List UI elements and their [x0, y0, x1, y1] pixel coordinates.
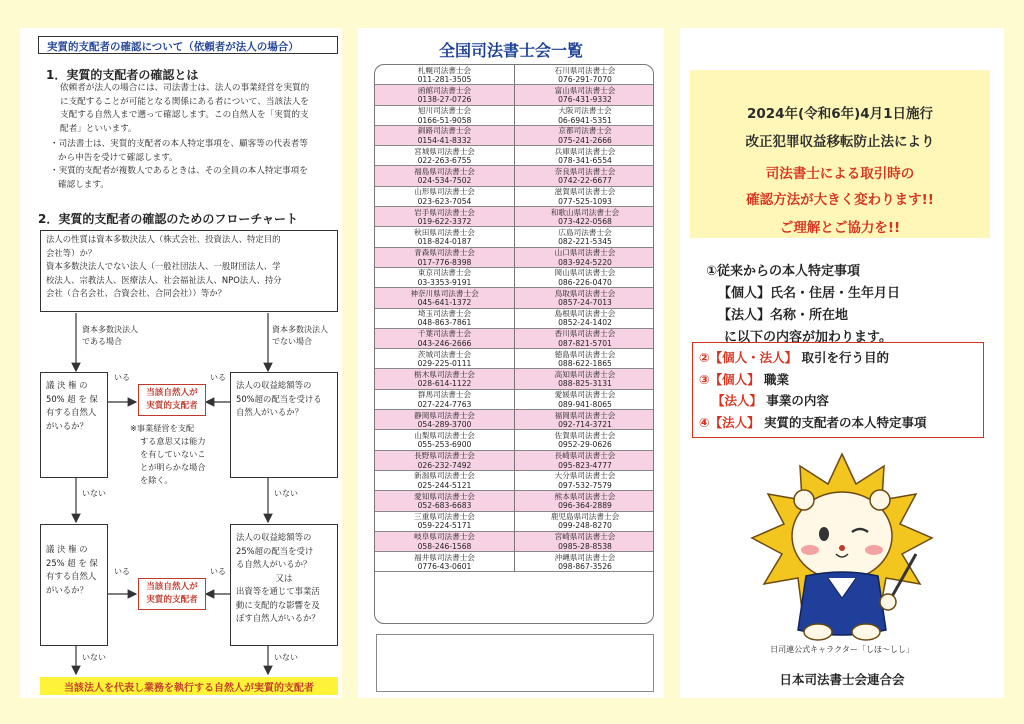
result-beneficial-owner-2: 当該自然人が 実質的支配者	[138, 578, 206, 610]
association-phone: 06-6941-5351	[558, 115, 612, 125]
association-phone: 088-825-3131	[558, 379, 612, 389]
label-no-4: いない	[274, 653, 298, 662]
association-name: 富山県司法書士会	[554, 85, 616, 95]
mascot-lion-illustration	[744, 450, 940, 646]
label-yes-2: いる	[210, 373, 226, 382]
association-phone: 019-622-3372	[417, 216, 472, 226]
association-name: 長崎県司法書士会	[554, 451, 616, 461]
question-corporation-type: 法人の性質は資本多数決法人（株式会社、投資法人、特定目的 会社等）か？ 資本多数決法人でない法人（一般社団法人、一般財団法人、学 校法人、宗教法人、医療法人、社会福祉法人、NPO法人、持分 会社（合名会社、合資会社、合同会社））等か？	[40, 230, 338, 312]
association-phone: 052-683-6683	[417, 501, 472, 511]
association-phone: 075-241-2666	[558, 135, 612, 145]
beneficial-owner-panel	[20, 28, 342, 698]
headline-3: ご理解とご協力を!!	[779, 220, 901, 236]
association-name: 愛知県司法書士会	[414, 491, 475, 501]
association-phone: 0742-22-6677	[558, 176, 612, 186]
bullet-1: ・司法書士は、実質的支配者の本人特定事項を、顧客等の代表者等 から申告を受けて確認します。	[50, 139, 308, 163]
association-cell	[515, 207, 654, 227]
association-cell	[515, 471, 654, 491]
association-phone: 058-246-1568	[417, 541, 472, 551]
association-cell	[375, 410, 514, 430]
association-name: 埼玉司法書士会	[417, 309, 472, 319]
association-cell	[515, 451, 654, 471]
association-phone: 089-941-8065	[558, 399, 612, 409]
association-cell	[375, 146, 514, 166]
association-name: 茨城司法書士会	[417, 349, 472, 359]
association-cell	[515, 85, 654, 105]
association-name: 栃木県司法書士会	[414, 369, 475, 379]
association-cell	[515, 390, 654, 410]
association-phone: 092-714-3721	[558, 419, 612, 429]
association-phone: 0985-28-8538	[558, 541, 612, 551]
label-no-3: いない	[82, 653, 106, 662]
association-name: 秋田県司法書士会	[414, 227, 475, 237]
association-cell	[375, 349, 514, 369]
association-phone: 018-824-0187	[417, 237, 472, 247]
association-name: 大阪司法書士会	[558, 106, 612, 116]
label-no-2: いない	[274, 489, 298, 498]
association-phone: 048-863-7861	[417, 318, 472, 328]
association-phone: 0154-41-8332	[417, 135, 472, 145]
association-cell	[515, 552, 654, 572]
association-name: 徳島県司法書士会	[554, 349, 616, 359]
association-cell	[375, 309, 514, 329]
association-phone: 097-532-7579	[558, 480, 612, 490]
association-name: 愛媛県司法書士会	[554, 390, 616, 400]
association-cell	[375, 552, 514, 572]
association-cell	[515, 268, 654, 288]
association-phone: 03-3353-9191	[417, 277, 472, 287]
association-cell	[375, 187, 514, 207]
association-phone: 0952-29-0626	[558, 440, 612, 450]
association-name: 山口県司法書士会	[554, 248, 616, 258]
effective-date: 2024年(令和6年)4月1日施行	[746, 106, 934, 122]
association-cell	[515, 227, 654, 247]
association-phone: 078-341-6554	[558, 156, 612, 166]
association-cell	[515, 512, 654, 532]
association-phone: 083-924-5220	[558, 257, 612, 267]
association-name: 鹿児島県司法書士会	[550, 512, 620, 522]
association-name: 岐阜県司法書士会	[414, 532, 475, 542]
association-cell	[375, 471, 514, 491]
association-cell	[375, 85, 514, 105]
association-cell	[515, 532, 654, 552]
association-cell	[375, 451, 514, 471]
announcement-panel	[680, 28, 1004, 698]
association-cell	[375, 532, 514, 552]
association-cell	[375, 166, 514, 186]
association-cell	[375, 248, 514, 268]
info-line-3: 【法人】名称・所在地	[718, 308, 849, 323]
association-phone: 017-776-8398	[417, 257, 472, 267]
association-cell	[375, 288, 514, 308]
association-phone: 028-614-1122	[417, 379, 472, 389]
association-name: 大分県司法書士会	[554, 471, 616, 481]
association-name: 佐賀県司法書士会	[554, 430, 616, 440]
association-phone: 054-289-3700	[417, 419, 472, 429]
association-cell	[375, 106, 514, 126]
association-name: 福井県司法書士会	[414, 552, 475, 562]
association-phone: 087-821-5701	[558, 338, 612, 348]
association-name: 兵庫県司法書士会	[554, 146, 616, 156]
table-column-left	[375, 65, 515, 572]
association-name: 福島県司法書士会	[414, 166, 475, 176]
association-phone: 0138-27-0726	[417, 95, 472, 105]
association-name: 山梨県司法書士会	[414, 430, 475, 440]
association-phone: 026-232-7492	[417, 460, 472, 470]
headline-2: 確認方法が大きく変わります!!	[746, 192, 934, 208]
association-name: 宮崎県司法書士会	[554, 532, 616, 542]
association-name: 鳥取県司法書士会	[554, 288, 616, 298]
section-header: 実質的支配者の確認について（依頼者が法人の場合）	[38, 36, 338, 54]
association-phone: 059-224-5171	[417, 521, 472, 531]
section-2-title: 2．実質的支配者の確認のためのフローチャート	[38, 212, 298, 226]
list-title: 全国司法書士会一覧	[438, 41, 583, 60]
association-phone: 055-253-6900	[417, 440, 472, 450]
association-phone: 011-281-3505	[417, 74, 472, 84]
association-cell	[515, 288, 654, 308]
association-cell	[515, 166, 654, 186]
info-line-2: 【個人】氏名・住居・生年月日	[718, 286, 901, 301]
association-name: 静岡県司法書士会	[414, 410, 475, 420]
association-cell	[375, 512, 514, 532]
section-1-title: 1．実質的支配者の確認とは	[46, 68, 199, 82]
memo-box	[376, 634, 654, 692]
association-phone: 0776-43-0601	[417, 562, 472, 572]
mascot-caption: 日司連公式キャラクター「しほ～しし」	[770, 645, 914, 654]
association-name: 函館司法書士会	[417, 85, 472, 95]
added-item: ③【個人】 職業	[699, 371, 789, 387]
announcement-box	[690, 70, 990, 238]
association-cell	[375, 227, 514, 247]
association-phone: 099-248-8270	[558, 521, 612, 531]
question-profit-50: 法人の収益総額等の 50%超の配当を受ける 自然人がいるか？	[230, 372, 338, 478]
table-column-right	[515, 65, 654, 572]
association-name: 宮城県司法書士会	[414, 146, 475, 156]
association-phone: 096-364-2889	[558, 501, 612, 511]
association-phone: 082-221-5345	[558, 237, 612, 247]
final-result-bar: 当該法人を代表し業務を執行する自然人が実質的支配者	[40, 677, 338, 695]
association-cell	[375, 268, 514, 288]
added-item: ②【個人・法人】 取引を行う目的	[699, 350, 889, 365]
association-name: 新潟県司法書士会	[414, 471, 475, 481]
association-phone: 086-226-0470	[558, 277, 612, 287]
association-cell	[375, 329, 514, 349]
association-cell	[375, 207, 514, 227]
association-cell	[515, 248, 654, 268]
association-list-panel	[358, 28, 664, 698]
association-cell	[515, 430, 654, 450]
association-cell	[375, 369, 514, 389]
info-line-4: に以下の内容が加わります。	[724, 330, 892, 345]
association-name: 奈良県司法書士会	[554, 166, 616, 176]
association-phone: 022-263-6755	[417, 156, 472, 166]
association-cell	[515, 126, 654, 146]
association-cell	[515, 106, 654, 126]
label-yes-1: いる	[114, 373, 130, 382]
added-item: 【法人】 事業の内容	[712, 393, 829, 408]
association-cell	[515, 491, 654, 511]
bullet-2: ・実質的支配者が複数人であるときは、その全員の本人特定事項を 確認します。	[50, 166, 308, 190]
question-voting-50: 議 決 権 の 50% 超 を 保 有する自然人 がいるか？	[40, 372, 108, 478]
association-cell	[375, 126, 514, 146]
association-name: 山形県司法書士会	[414, 187, 475, 197]
association-name: 釧路司法書士会	[417, 126, 472, 136]
association-cell	[375, 430, 514, 450]
association-name: 和歌山県司法書士会	[550, 207, 620, 217]
association-name: 三重県司法書士会	[414, 512, 475, 522]
association-phone: 076-291-7070	[558, 74, 612, 84]
result-beneficial-owner-1: 当該自然人が 実質的支配者	[138, 384, 206, 416]
association-cell	[515, 349, 654, 369]
organization-name: 日本司法書士会連合会	[779, 672, 905, 687]
association-phone: 045-641-1372	[417, 298, 472, 308]
association-phone: 029-225-0111	[417, 359, 472, 369]
branch-label-majority: 資本多数決法人 である場合	[82, 325, 138, 346]
association-name: 高知県司法書士会	[554, 369, 616, 379]
law-name: 改正犯罪収益移転防止法により	[745, 134, 935, 150]
label-yes-3: いる	[114, 567, 130, 576]
association-phone: 088-622-1865	[558, 359, 612, 369]
association-name: 京都司法書士会	[558, 126, 612, 136]
question-profit-25: 法人の収益総額等の 25%超の配当を受け る自然人がいるか？ 又は 出資等を通じて事業活 動に支配的な影響を及 ぼす自然人がいるか？	[230, 524, 338, 646]
association-phone: 043-246-2666	[417, 338, 472, 348]
association-cell	[515, 309, 654, 329]
association-name: 沖縄県司法書士会	[554, 552, 616, 562]
association-phone: 025-244-5121	[417, 480, 472, 490]
headline-1: 司法書士による取引時の	[765, 166, 915, 182]
association-phone: 027-224-7763	[417, 399, 472, 409]
association-cell	[515, 65, 654, 85]
label-no-1: いない	[82, 489, 106, 498]
association-name: 滋賀県司法書士会	[554, 187, 616, 197]
added-items-list	[692, 342, 984, 438]
association-name: 旭川司法書士会	[417, 106, 472, 116]
association-phone: 095-823-4777	[558, 460, 612, 470]
association-name: 千葉司法書士会	[417, 329, 472, 339]
association-name: 島根県司法書士会	[554, 309, 616, 319]
association-phone: 073-422-0568	[558, 216, 612, 226]
association-name: 群馬司法書士会	[417, 390, 472, 400]
association-phone: 023-623-7054	[417, 196, 472, 206]
association-name: 石川県司法書士会	[554, 65, 616, 75]
association-phone: 0857-24-7013	[558, 298, 612, 308]
association-cell	[515, 410, 654, 430]
exclusion-note: ※事業経営を支配 する意思又は能力 を有していないこ とが明らかな場合 を除く。	[130, 423, 206, 485]
association-phone: 076-431-9332	[558, 95, 612, 105]
association-phone: 098-867-3526	[558, 562, 612, 572]
association-name: 広島司法書士会	[558, 227, 612, 237]
label-yes-4: いる	[210, 567, 226, 576]
association-phone: 0166-51-9058	[417, 115, 472, 125]
association-table	[374, 64, 654, 624]
association-cell	[515, 146, 654, 166]
association-phone: 077-525-1093	[558, 196, 612, 206]
association-name: 東京司法書士会	[417, 268, 472, 278]
question-voting-25: 議 決 権 の 25% 超 を 保 有する自然人 がいるか？	[40, 524, 108, 646]
association-name: 岩手県司法書士会	[414, 207, 475, 217]
association-name: 神奈川県司法書士会	[410, 288, 479, 298]
association-name: 長野県司法書士会	[414, 451, 475, 461]
added-item: ④【法人】 実質的支配者の本人特定事項	[699, 414, 927, 430]
section-1-body: 依頼者が法人の場合には、司法書士は、法人の事業経営を実質的 に支配することが可能となる関係にある者について、当該法人を 支配する自然人まで遡って確認します。この自然人を「実質的支 配者」といいます。	[60, 83, 310, 134]
association-name: 青森県司法書士会	[414, 248, 475, 258]
info-line-1: ①従来からの本人特定事項	[706, 264, 861, 279]
branch-label-non-majority: 資本多数決法人 でない場合	[272, 325, 328, 346]
association-cell	[515, 329, 654, 349]
association-name: 札幌司法書士会	[417, 65, 472, 75]
association-cell	[375, 491, 514, 511]
association-cell	[375, 65, 514, 85]
association-name: 香川県司法書士会	[554, 329, 616, 339]
association-phone: 0852-24-1402	[558, 318, 612, 328]
association-cell	[515, 369, 654, 389]
association-phone: 024-534-7502	[417, 176, 472, 186]
association-name: 福岡県司法書士会	[554, 410, 616, 420]
association-cell	[515, 187, 654, 207]
association-name: 熊本県司法書士会	[554, 491, 616, 501]
association-name: 岡山県司法書士会	[554, 268, 616, 278]
association-cell	[375, 390, 514, 410]
